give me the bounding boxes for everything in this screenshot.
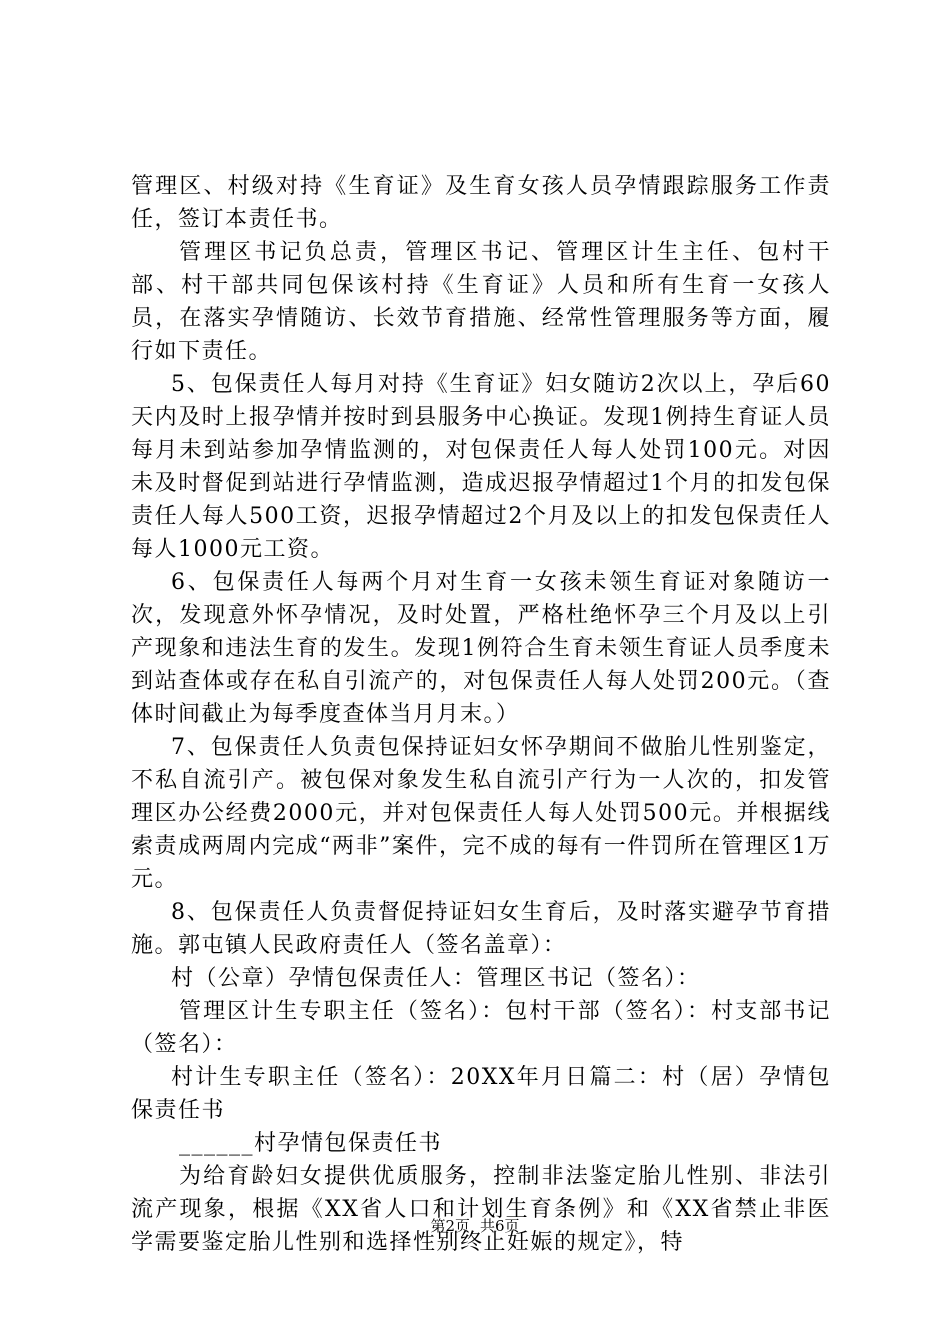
paragraph-intro: 管理区、村级对持《生育证》及生育女孩人员孕情跟踪服务工作责任，签订本责任书。 bbox=[131, 174, 831, 232]
paragraph-signature-officials: 管理区计生专职主任（签名）：包村干部（签名）：村支部书记（签名）： bbox=[131, 999, 831, 1057]
paragraph-preamble: 为给育龄妇女提供优质服务，控制非法鉴定胎儿性别、非法引流产现象，根据《XX省人口和计划生育条例》和《XX省禁止非医学需要鉴定胎儿性别和选择性别终止妊娠的规定》，特 bbox=[131, 1164, 831, 1255]
paragraph-item-6: 6、包保责任人每两个月对生育一女孩未领生育证对象随访一次，发现意外怀孕情况，及时处置，严格杜绝怀孕三个月及以上引产现象和违法生育的发生。发现1例符合生育未领生育证人员季度未到站查体或存在私自引流产的，对包保责任人每人处罚200元。（查体时间截止为每季度查体当月月末。） bbox=[131, 570, 831, 727]
paragraph-item-7: 7、包保责任人负责包保持证妇女怀孕期间不做胎儿性别鉴定，不私自流引产。被包保对象发生私自流引产行为一人次的，扣发管理区办公经费2000元，并对包保责任人每人处罚500元。并根据线索责成两周内完成“两非”案件，完不成的每有一件罚所在管理区1万元。 bbox=[131, 735, 831, 892]
page-number: 第2页 bbox=[430, 1217, 470, 1235]
paragraph-item-5: 5、包保责任人每月对持《生育证》妇女随访2次以上，孕后60天内及时上报孕情并按时到县服务中心换证。发现1例持生育证人员每月未到站参加孕情监测的，对包保责任人每人处罚100元。对因未及时督促到站进行孕情监测，造成迟报孕情超过1个月的扣发包保责任人每人500工资，迟报孕情超过2个月及以上的扣发包保责任人每人1000元工资。 bbox=[131, 372, 831, 562]
document-body bbox=[131, 170, 831, 1259]
page-footer bbox=[0, 1216, 950, 1236]
page-total: 共6页 bbox=[480, 1217, 520, 1235]
paragraph-signature-date: 村计生专职主任（签名）：20XX年月日篇二：村（居）孕情包保责任书 bbox=[131, 1065, 831, 1123]
paragraph-item-8: 8、包保责任人负责督促持证妇女生育后，及时落实避孕节育措施。郭屯镇人民政府责任人（签名盖章）： bbox=[131, 900, 831, 958]
paragraph-signature-village: 村（公章）孕情包保责任人：管理区书记（签名）： bbox=[171, 966, 701, 991]
paragraph-responsibility: 管理区书记负总责，管理区书记、管理区计生主任、包村干部、村干部共同包保该村持《生育证》人员和所有生育一女孩人员，在落实孕情随访、长效节育措施、经常性管理服务等方面，履行如下责任。 bbox=[131, 240, 831, 364]
paragraph-title-second: ______村孕情包保责任书 bbox=[179, 1131, 443, 1156]
